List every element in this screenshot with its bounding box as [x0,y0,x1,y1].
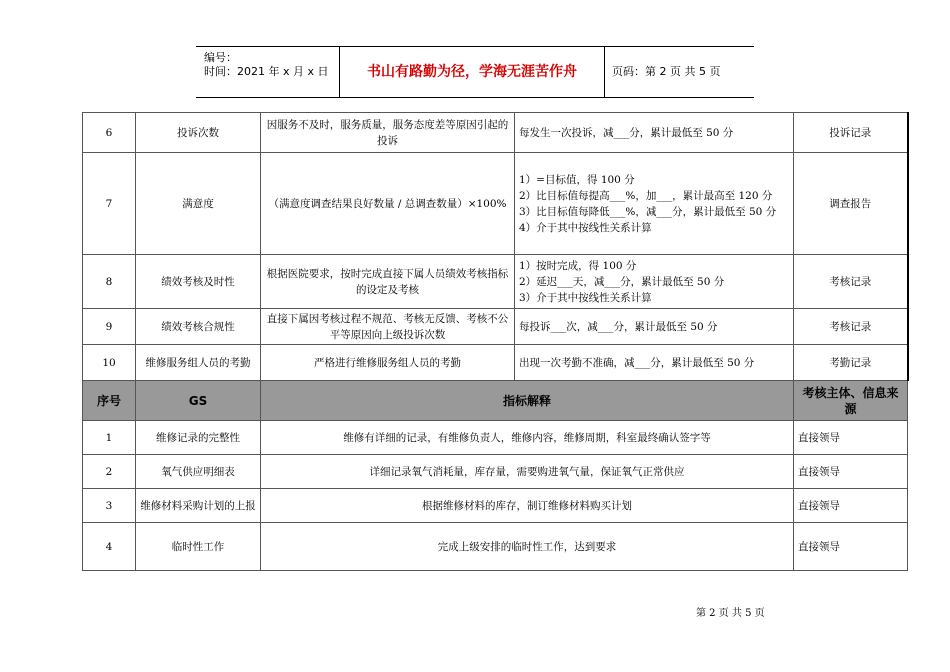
scoring-rule: 出现一次考勤不准确，减___分，累计最低至 50 分 [515,345,794,381]
scoring-line: 1）按时完成，得 100 分 [519,259,637,272]
indicator-name: 满意度 [136,153,261,255]
data-source: 投诉记录 [794,113,908,153]
date-label: 时间：2021 年 x 月 x 日 [204,65,329,78]
table-row [83,421,908,455]
column-header-number: 序号 [83,381,136,421]
scoring-line: 2）比目标值每提高___%，加___，累计最高至 120 分 [519,189,773,202]
gs-name: 维修材料采购计划的上报 [136,489,261,523]
row-number: 3 [83,489,136,523]
gs-source: 直接领导 [794,421,908,455]
column-header-explanation: 指标解释 [261,381,794,421]
column-header-source: 考核主体、信息来源 [794,381,908,421]
indicator-name: 投诉次数 [136,113,261,153]
kpi-table [82,112,909,571]
table-row [83,113,908,153]
scoring-line: 4）介于其中按线性关系计算 [519,221,652,234]
row-number: 1 [83,421,136,455]
data-source: 考核记录 [794,255,908,309]
scoring-rule [515,255,794,309]
gs-name: 维修记录的完整性 [136,421,261,455]
header-motto: 书山有路勤为径，学海无涯苦作舟 [367,64,577,80]
indicator-definition: 直接下属因考核过程不规范、考核无反馈、考核不公平等原因向上级投诉次数 [261,309,515,345]
row-number: 2 [83,455,136,489]
gs-explanation: 根据维修材料的库存，制订维修材料购买计划 [261,489,794,523]
gs-source: 直接领导 [794,455,908,489]
scoring-line: 3）比目标值每降低___%，减___分，累计最低至 50 分 [519,205,777,218]
page-header [196,46,754,98]
data-source: 考勤记录 [794,345,908,381]
gs-explanation: 完成上级安排的临时性工作，达到要求 [261,523,794,571]
gs-name: 氧气供应明细表 [136,455,261,489]
header-meta [204,51,339,79]
table-row [83,153,908,255]
data-source: 考核记录 [794,309,908,345]
table-row [83,455,908,489]
header-page-number: 页码：第 2 页 共 5 页 [612,65,721,78]
scoring-rule [515,153,794,255]
row-number: 6 [83,113,136,153]
row-number: 4 [83,523,136,571]
scoring-rule: 每发生一次投诉，减___分，累计最低至 50 分 [515,113,794,153]
gs-explanation: 详细记录氧气消耗量，库存量，需要购进氧气量，保证氧气正常供应 [261,455,794,489]
column-header-gs: GS [136,381,261,421]
gs-source: 直接领导 [794,489,908,523]
scoring-line: 1）=目标值，得 100 分 [519,173,635,186]
gs-header-row [83,381,908,421]
row-number: 8 [83,255,136,309]
indicator-definition: 因服务不及时，服务质量，服务态度差等原因引起的投诉 [261,113,515,153]
table-row [83,309,908,345]
row-number: 9 [83,309,136,345]
indicator-name: 维修服务组人员的考勤 [136,345,261,381]
indicator-definition: 严格进行维修服务组人员的考勤 [261,345,515,381]
table-row [83,255,908,309]
header-divider [604,47,605,97]
doc-number-label: 编号： [204,51,237,64]
scoring-line: 2）延迟___天，减___分，累计最低至 50 分 [519,275,725,288]
row-number: 7 [83,153,136,255]
gs-name: 临时性工作 [136,523,261,571]
data-source: 调查报告 [794,153,908,255]
table-row [83,489,908,523]
table-row [83,523,908,571]
page-footer: 第 2 页 共 5 页 [696,608,765,619]
scoring-rule: 每投诉___次，减___分，累计最低至 50 分 [515,309,794,345]
gs-explanation: 维修有详细的记录，有维修负责人，维修内容，维修周期，科室最终确认签字等 [261,421,794,455]
scoring-line: 3）介于其中按线性关系计算 [519,291,652,304]
indicator-name: 绩效考核及时性 [136,255,261,309]
indicator-definition: （满意度调查结果良好数量 / 总调查数量）×100% [261,153,515,255]
table-row [83,345,908,381]
gs-source: 直接领导 [794,523,908,571]
indicator-name: 绩效考核合规性 [136,309,261,345]
indicator-definition: 根据医院要求，按时完成直接下属人员绩效考核指标的设定及考核 [261,255,515,309]
row-number: 10 [83,345,136,381]
